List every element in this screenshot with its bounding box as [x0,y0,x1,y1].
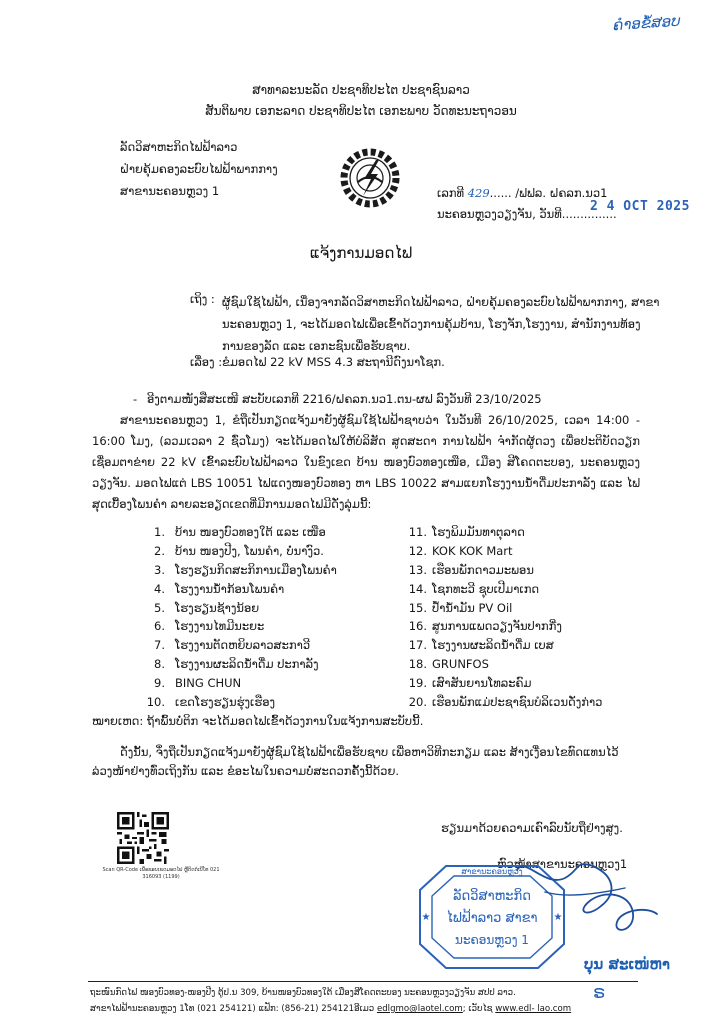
stamp-top-text: ສາຂານະຄອນຫຼວງ [461,867,523,876]
national-header-line2: ສັນຕິພາບ ເອກະລາດ ປະຊາທິປະໄຕ ເອກະພາບ ວັດທະນະຖາວອນ [205,104,517,118]
edl-logo-icon [338,146,402,210]
org-department: ຝ່າຍຄຸ້ມຄອງລະບົບໄຟຟ້າພາກກາງ [120,162,278,176]
page-title: ແຈ້ງການມອດໄຟ [309,244,413,262]
footer-divider [88,981,638,982]
qr-caption: Scan QR-Code ເພື່ອຂອບເຂດມອດໄຟ ຫຼືຕິດຕໍ່ເບີໂທ 021 316093 (1199) [102,867,220,880]
org-branch: ສາຂານະຄອນຫຼວງ 1 [120,184,220,198]
list-item: 9. BING CHUN [154,676,242,691]
list-item: 3. ໂຮງຮຽນກິດສະກິການເມືອງໂພນຄຳ [154,562,337,577]
subject-label: ເລື່ອງ : [190,355,223,369]
signer-mark: ຣ [593,982,606,1003]
list-item: 11. ໂຮງພິມມັນທາຕຸລາດ [408,525,525,539]
footer-website-link[interactable]: www.edl- lao.com [495,1004,572,1014]
document-number-suffix: /ຟຟລ. ຝຄລກ.ນວ1 [515,186,608,200]
body-paragraph: ສາຂານະຄອນຫຼວງ 1, ຂໍຖືເປັນກຽດແຈ້ງມາຍັງຜູ້ຊົມໃຊ້ໄຟຟ້າຊາບວ່າ ໃນວັນທີ 26/10/2025, ເວລາ 14:00 - 16:00 ໂມງ, (ລວມເວລາ 2 ຊົ່ວໂມງ) ຈະໄດ້ມອດໄຟໃຫ້ບໍລິສັດ ສູດສະດາ ການໄຟຟ້າ ຈຳກັດຜູ້ດວງ ເພື່ອປະຕິບັດວຽກ ເຊື່ອມຕາຂ່າຍ 22 kV ເຂົ້າລະບົບໄຟຟ້າລາວ ໃນຂົງເຂດ ບ້ານ ໜອງບົວທອງເໜືອ, ເມືອງ ສີໂຄດຕະບອງ, ນະຄອນຫຼວງວຽງຈັນ. ມອດໄຟແຕ່ LBS 10051 ໄຟແດງໜອງບົວທອງ ຫາ LBS 10022 ສາມແຍກໂຮງງານນ້ຳດື່ມປະກາລັງ ແລະ ໄຟສຸດເບື້ອງໂພນຄຳ ລາຍລະອຽດເຂດທີ່ມີການມອດໄຟມີດັ່ງລຸ່ມນີ້: [92,413,640,511]
svg-text:★: ★ [421,912,431,923]
document-date-line: ນະຄອນຫຼວງວຽງຈັນ, ວັນທີ............... [437,207,617,221]
regards-text: ຮຽນມາດ້ວຍຄວາມເຄົາລົບນັບຖືຢ່າງສູງ. [441,821,623,835]
list-item: 17. ໂຮງງານຜະລິດນ້ຳດື່ມ ເບສ [408,638,554,653]
stamp-line3: ນະຄອນຫຼວງ 1 [455,933,529,947]
subject-text: ຂໍມອດໄຟ 22 kV MSS 4.3 ສະຖານີດົງນາໂຊກ. [222,355,445,369]
reference-bullet: - [133,392,138,406]
footer-address: ຖະໜົນກົດໄຟ ໜອງບົວທອງ-ໜອງປີງ ຕູ້ປ.ນ 309, ບ້ານໜອງບົວທອງໃຕ້ ເມືອງສີໂຄດຕະບອງ ນະຄອນຫຼວງວຽງຈັນ ສປປ ລາວ. [90,988,516,998]
list-item: 8. ໂຮງງານຜະລິດນ້ຳດື່ມ ປະກາລັງ [154,657,319,672]
list-item: 12. KOK KOK Mart [408,543,513,558]
stamp-line1: ລັດວິສາຫະກິດ [453,889,531,904]
closing-paragraph: ດັ່ງນັ້ນ, ຈຶ່ງຖືເປັນກຽດແຈ້ງມາຍັງຜູ້ຊົມໃຊ້ໄຟຟ້າເພື່ອຮັບຊາບ ເພື່ອຫາວິທີກະກຽມ ແລະ ສ້າງເງື່ອນໄຂທົດແທນໄວ້ລ່ວງໜ້າຢ່າງທົ່ວເຖິງກັນ ແລະ ຂໍອະໄພໃນຄວາມບໍ່ສະດວກຄັ້ງນີ້ດ້ວຍ. [92,745,619,778]
handwritten-signature-icon [505,848,665,938]
list-item: 15. ປ້ຳນ້ຳມັນ PV Oil [408,600,513,615]
signer-name: ບຸນ ສະເໜ່ຫາ [584,955,670,973]
footer-contact-prefix: ສາຂາໄຟຟ້ານະຄອນຫຼວງ 1ໂທ (021 254121) ແຟັກ: (856-21) 254121ອີເມວ [90,1004,377,1014]
list-item: 1. ບ້ານ ໜອງບົວທອງໃຕ້ ແລະ ເໜືອ [154,525,326,539]
list-item: 18. GRUNFOS [408,657,489,672]
list-item: 10. ເຂດໂຮງຮຽນຮຸ່ງເຮືອງ [146,695,276,710]
footer-email-link[interactable]: edlgmo@laotel.com [376,1004,463,1014]
list-item: 16. ສູນການແພດວຽງຈັນປາກກີ່ງ [408,619,562,634]
qr-code-icon[interactable] [117,812,169,864]
stamp-line2: ໄຟຟ້າລາວ ສາຂາ [446,911,538,926]
document-number-handwritten: 429 [467,186,490,200]
reference-text: ອີງຕາມໜັງສືສະເໜີ ສະບັບເລກທີ 2216/ຝຄລກ.ນວ1.ຕນ-ຜຟ ລົງວັນທີ 23/10/2025 [147,392,542,406]
handwritten-note: ຄຳອຂໍ້ສອບ [611,11,681,35]
to-text: ຜູ້ຊົມໃຊ້ໄຟຟ້າ, ເນື່ອງຈາກລັດວິສາຫະກິດໄຟຟ້າລາວ, ຝ່າຍຄຸ້ມຄອງລະບົບໄຟຟ້າພາກກາງ, ສາຂານະຄອນຫຼວງ 1, ຈະໄດ້ມອດໄຟເພື່ອເຂົ້າດ້ວງການຄຸ້ມບ້ານ, ໂຮງຈັກ,ໂຮງງານ, ສຳນັກງານທ້ອງການຂອງລັດ ແລະ ເອກະຊົນເພື່ອຮັບຊາບ. [222,295,660,353]
area-list-left [137,523,337,712]
list-item: 2. ບ້ານ ໜອງປີງ, ໂພນຄຳ, ບໍ່ນາງົວ. [154,543,324,558]
list-item: 7. ໂຮງງານຕັດຫຍິບລາວສະກາວີ [154,638,311,653]
list-item: 14. ໂຊກທະວີ ຊຸບເປີມາເກດ [408,581,540,596]
national-header-line1: ສາທາລະນະລັດ ປະຊາທິປະໄຕ ປະຊາຊົນລາວ [252,83,470,97]
document-number: ເລກທີ 429...... /ຟຟລ. ຝຄລກ.ນວ1 [437,186,608,200]
list-item: 20. ເຮືອນພັກແມ່ປະຊາຊົນບໍລິເວນດັ່ງກ່າວ [408,695,603,710]
list-item: 13. ເຮືອນພັກດາວມະພອນ [408,562,534,577]
note-text: ໝາຍເຫດ: ຖ້າພົ້ນບໍ່ຕິກ ຈະໄດ້ມອດໄຟເຂົ້າດ້ວງການໃນແຈ້ງການສະບັບນີ້. [92,714,424,728]
area-list-right [405,523,602,712]
list-item: 6. ໂຮງງານໄທມີນະຍະ [154,619,265,634]
org-name: ລັດວິສາຫະກິດໄຟຟ້າລາວ [120,140,238,154]
list-item: 4. ໂຮງງານນ້ຳກ້ອນໂພນຄຳ [154,581,285,596]
list-item: 19. ເສົາສັນຍານໂທລະຄົມ [408,676,532,691]
list-item: 5. ໂຮງຮຽນຊ້າງນ້ອຍ [154,600,260,615]
svg-text:★: ★ [553,912,563,923]
signatory-title: ຫົວໜ້າສາຂານະຄອນຫຼວງ1 [497,857,628,871]
document-number-prefix: ເລກທີ [437,186,465,200]
to-label: ເຖິງ : [190,292,215,306]
footer-contact [90,1004,571,1014]
date-stamp: 2 4 OCT 2025 [590,199,690,214]
footer-contact-mid: ; ເວັບໄຊ [462,1004,496,1014]
